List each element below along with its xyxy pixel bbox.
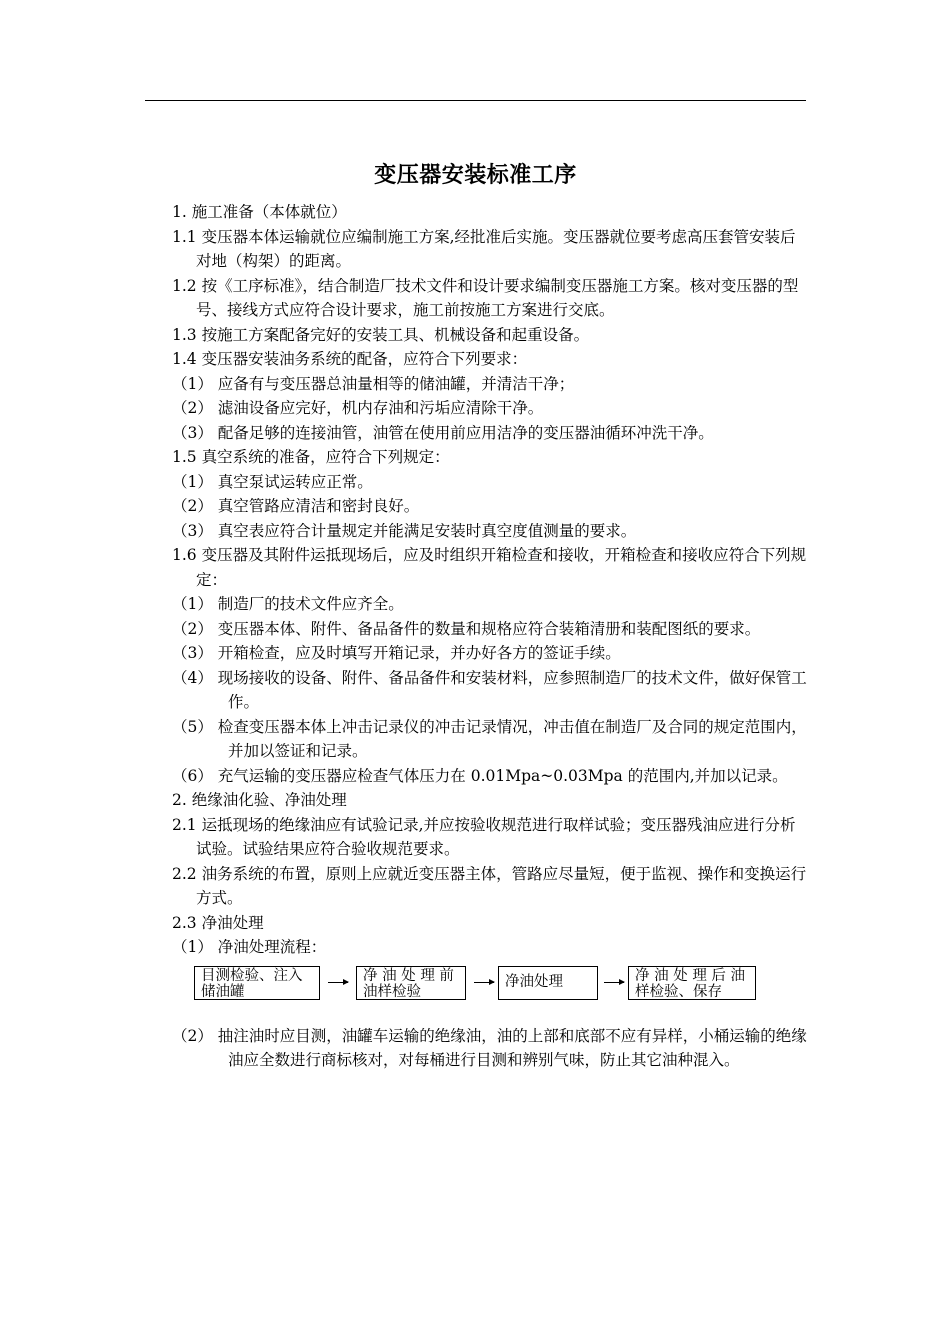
list-item: （1） 制造厂的技术文件应齐全。 <box>172 595 404 613</box>
flow-diagram <box>194 966 808 1024</box>
list-item: （5） 检查变压器本体上冲击记录仪的冲击记录情况，冲击值在制造厂及合同的规定范围内，并加以签证和记录。 <box>172 717 807 760</box>
list-item: （4） 现场接收的设备、附件、备品备件和安装材料，应参照制造厂的技术文件，做好保管工作。 <box>172 668 807 711</box>
section-heading: 2. 绝缘油化验、净油处理 <box>172 791 347 809</box>
flow-step-1 <box>194 966 320 1000</box>
paragraph-list <box>172 200 808 960</box>
paragraph: 1.1 变压器本体运输就位应编制施工方案,经批准后实施。变压器就位要考虑高压套管安装后对地（构架）的距离。 <box>172 227 796 270</box>
list-item: （1） 真空泵试运转应正常。 <box>172 472 373 491</box>
paragraph: 2.2 油务系统的布置，原则上应就近变压器主体，管路应尽量短，便于监视、操作和变换运行方式。 <box>172 864 807 907</box>
list-item: （1） 应备有与变压器总油量相等的储油罐，并清洁干净； <box>172 374 575 393</box>
flow-step-4 <box>628 966 756 1000</box>
list-item: （6） 充气运输的变压器应检查气体压力在 0.01Mpa~0.03Mpa 的范围内,并加以记录。 <box>172 766 788 785</box>
list-item: （2） 真空管路应清洁和密封良好。 <box>172 497 420 515</box>
document-body <box>172 200 808 1073</box>
flow-step-2 <box>356 966 466 1000</box>
after-flow-list <box>172 1024 808 1073</box>
list-item: （2） 抽注油时应目测，油罐车运输的绝缘油，油的上部和底部不应有异样，小桶运输的绝缘油应全数进行商标核对，对每桶进行目测和辨别气味，防止其它油种混入。 <box>172 1026 807 1069</box>
paragraph: 1.2 按《工序标准》，结合制造厂技术文件和设计要求编制变压器施工方案。核对变压器的型号、接线方式应符合设计要求，施工前按施工方案进行交底。 <box>172 276 799 319</box>
paragraph: 1.4 变压器安装油务系统的配备，应符合下列要求： <box>172 350 528 368</box>
flow-arrow <box>328 982 348 983</box>
flow-step-2-line2: 油样检验 <box>363 983 421 1000</box>
paragraph: 1.3 按施工方案配备完好的安装工具、机械设备和起重设备。 <box>172 325 590 344</box>
flow-step-1-line1: 目测检验、注入 <box>201 967 303 984</box>
flow-step-1-line2: 储油罐 <box>201 983 245 1000</box>
page-title: 变压器安装标准工序 <box>374 162 577 188</box>
paragraph: 2.1 运抵现场的绝缘油应有试验记录,并应按验收规范进行取样试验；变压器残油应进行分析试验。试验结果应符合验收规范要求。 <box>172 815 796 858</box>
paragraph: 1.5 真空系统的准备，应符合下列规定： <box>172 448 450 466</box>
list-item: （1） 净油处理流程： <box>172 938 327 956</box>
flow-arrow <box>474 982 494 983</box>
header-rule <box>145 100 806 101</box>
list-item: （2） 变压器本体、附件、备品备件的数量和规格应符合装箱清册和装配图纸的要求。 <box>172 619 761 638</box>
list-item: （3） 真空表应符合计量规定并能满足安装时真空度值测量的要求。 <box>172 521 637 540</box>
list-item: （3） 开箱检查，应及时填写开箱记录，并办好各方的签证手续。 <box>172 644 621 662</box>
flow-step-3 <box>498 966 598 1000</box>
flow-step-3-line1: 净油处理 <box>505 973 563 990</box>
paragraph: 1.6 变压器及其附件运抵现场后，应及时组织开箱检查和接收，开箱检查和接收应符合下列规定： <box>172 546 807 589</box>
list-item: （2） 滤油设备应完好，机内存油和污垢应清除干净。 <box>172 399 544 417</box>
list-item: （3） 配备足够的连接油管，油管在使用前应用洁净的变压器油循环冲洗干净。 <box>172 423 714 442</box>
paragraph: 2.3 净油处理 <box>172 913 264 932</box>
flow-step-2-line1: 净 油 处 理 前 <box>363 967 454 984</box>
paragraph: 1. 施工准备（本体就位） <box>172 203 347 221</box>
flow-step-4-line2: 样检验、保存 <box>635 983 722 1000</box>
flow-step-4-line1: 净 油 处 理 后 油 <box>635 967 746 984</box>
flow-arrow <box>604 982 624 983</box>
